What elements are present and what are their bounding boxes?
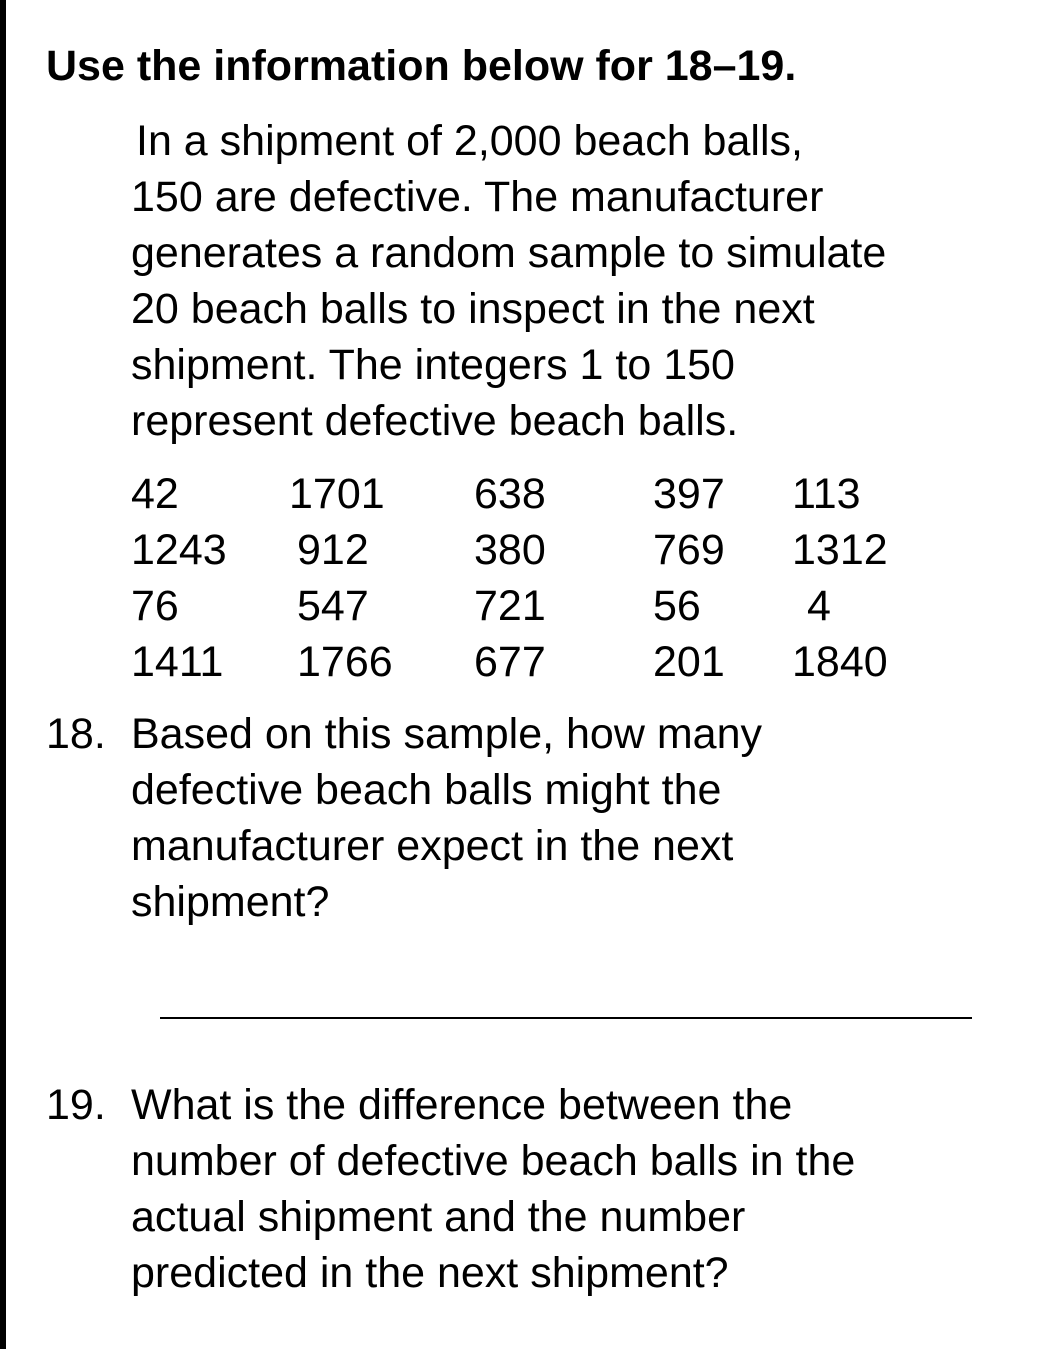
- sample-value: 912: [297, 526, 369, 574]
- sample-value: 1840: [792, 638, 888, 686]
- question-line: Based on this sample, how many: [131, 710, 762, 758]
- question-number: 18.: [46, 710, 106, 758]
- sample-value: 380: [474, 526, 546, 574]
- question-number: 19.: [46, 1081, 106, 1129]
- random-sample-table: [131, 466, 931, 690]
- sample-value: 397: [653, 470, 725, 518]
- sample-value: 42: [131, 470, 179, 518]
- sample-value: 638: [474, 470, 546, 518]
- sample-value: 677: [474, 638, 546, 686]
- sample-value: 1243: [131, 526, 227, 574]
- question-text: [131, 706, 1031, 930]
- sample-row: [131, 466, 931, 522]
- sample-value: 56: [653, 582, 701, 630]
- question-line: shipment?: [131, 878, 330, 926]
- question-line: predicted in the next shipment?: [131, 1249, 729, 1297]
- intro-line: 20 beach balls to inspect in the next: [131, 285, 815, 333]
- intro-line: 150 are defective. The manufacturer: [131, 173, 824, 221]
- sample-value: 1411: [131, 638, 224, 686]
- sample-value: 769: [653, 526, 725, 574]
- sample-row: [131, 522, 931, 578]
- question-line: defective beach balls might the: [131, 766, 722, 814]
- sample-value: 1312: [792, 526, 888, 574]
- intro-paragraph: [131, 113, 1011, 449]
- sample-value: 4: [807, 582, 831, 630]
- question-line: actual shipment and the number: [131, 1193, 746, 1241]
- intro-line: represent defective beach balls.: [131, 397, 739, 445]
- sample-value: 1766: [297, 638, 393, 686]
- intro-line: In a shipment of 2,000 beach balls,: [136, 117, 803, 165]
- sample-value: 76: [131, 582, 179, 630]
- sample-value: 721: [474, 582, 546, 630]
- sample-row: [131, 634, 931, 690]
- sample-value: 547: [297, 582, 369, 630]
- question-line: What is the difference between the: [131, 1081, 793, 1129]
- intro-line: generates a random sample to simulate: [131, 229, 887, 277]
- section-heading: Use the information below for 18–19.: [46, 42, 797, 90]
- question-text: [131, 1077, 1031, 1301]
- sample-value: 201: [653, 638, 725, 686]
- question-line: manufacturer expect in the next: [131, 822, 734, 870]
- left-border: [0, 0, 6, 1349]
- answer-blank[interactable]: [160, 1017, 972, 1019]
- question-line: number of defective beach balls in the: [131, 1137, 856, 1185]
- sample-value: 113: [792, 470, 861, 518]
- sample-row: [131, 578, 931, 634]
- intro-line: shipment. The integers 1 to 150: [131, 341, 735, 389]
- sample-value: 1701: [289, 470, 385, 518]
